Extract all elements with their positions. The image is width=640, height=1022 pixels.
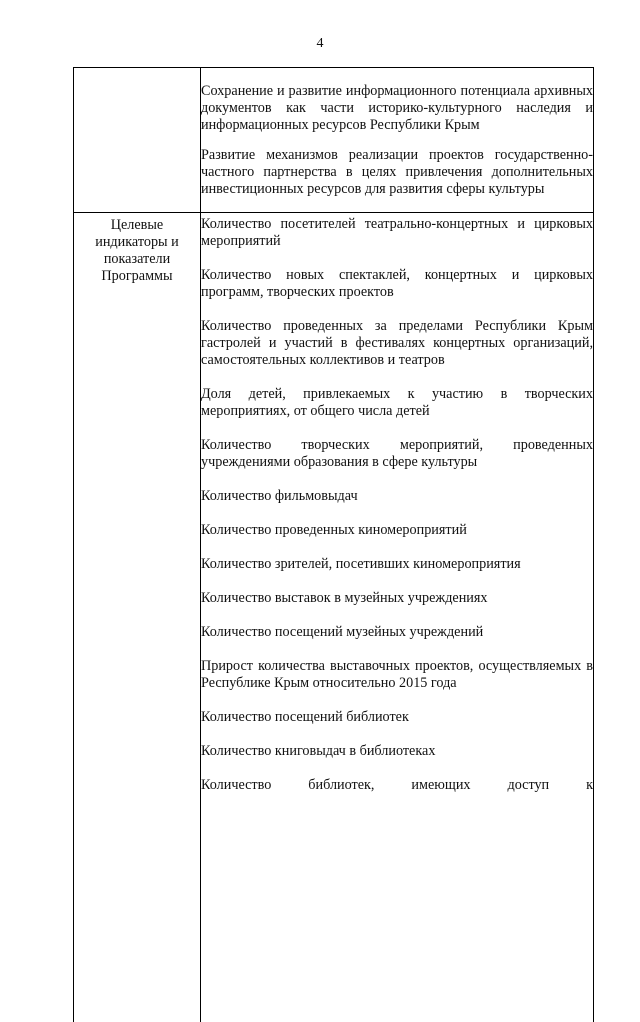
list-item: Количество фильмовыдач	[201, 488, 593, 505]
list-item: Количество проведенных за пределами Республики Крым гастролей и участий в фестивалях концертных организаций, самостоятельных коллективов и театров	[201, 318, 593, 369]
table-row	[74, 213, 594, 1022]
list-item: Доля детей, привлекаемых к участию в творческих мероприятиях, от общего числа детей	[201, 386, 593, 420]
list-item: Количество посещений библиотек	[201, 709, 593, 726]
row-label	[74, 68, 200, 72]
list-item: Количество выставок в музейных учреждениях	[201, 590, 593, 607]
list-item: Количество зрителей, посетивших киномероприятия	[201, 556, 593, 573]
row-content-cell	[201, 68, 594, 213]
list-item: Количество посетителей театрально-концертных и цирковых мероприятий	[201, 216, 593, 250]
list-item: Развитие механизмов реализации проектов государственно-частного партнерства в целях привлечения дополнительных инвестиционных ресурсов для развития сферы культуры	[201, 147, 593, 198]
list-item: Сохранение и развитие информационного потенциала архивных документов как части историко-культурного наследия и информационных ресурсов Республики Крым	[201, 83, 593, 134]
program-passport-table	[73, 67, 594, 1022]
row-label-cell	[74, 68, 201, 213]
table-row	[74, 68, 594, 213]
list-item: Количество проведенных киномероприятий	[201, 522, 593, 539]
page-number: 4	[0, 36, 640, 52]
list-item: Количество книговыдач в библиотеках	[201, 743, 593, 760]
row-content-cell	[201, 213, 594, 1022]
list-item: Количество творческих мероприятий, проведенных учреждениями образования в сфере культуры	[201, 437, 593, 471]
list-item: Количество новых спектаклей, концертных и цирковых программ, творческих проектов	[201, 267, 593, 301]
row-label-cell	[74, 213, 201, 1022]
list-item: Прирост количества выставочных проектов, осуществляемых в Республике Крым относительно 2015 года	[201, 658, 593, 692]
list-item: Количество библиотек, имеющих доступ к	[201, 777, 593, 794]
list-item: Количество посещений музейных учреждений	[201, 624, 593, 641]
row-label: Целевые индикаторы и показатели Программы	[74, 213, 200, 285]
